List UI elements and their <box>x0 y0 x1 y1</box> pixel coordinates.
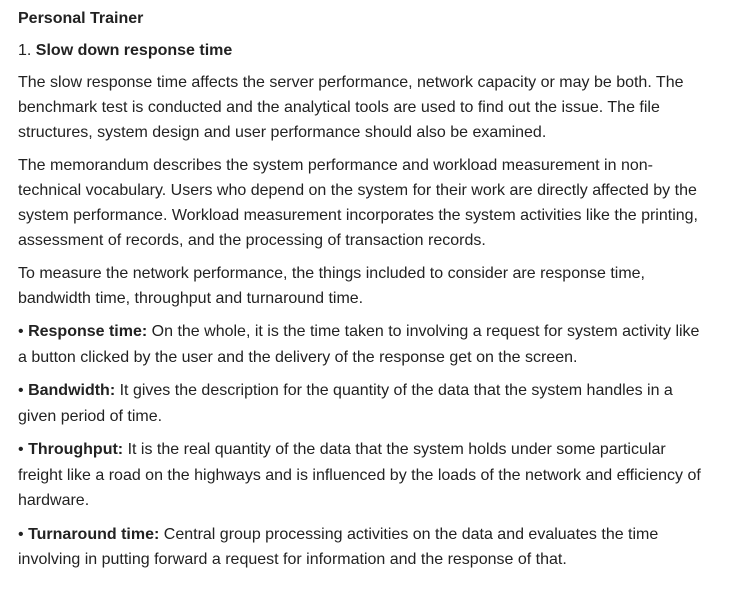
bullet-bandwidth <box>18 378 705 429</box>
bullet-marker: • <box>18 323 24 340</box>
section-heading <box>18 40 705 62</box>
paragraph-intro: The slow response time affects the server performance, network capacity or may be both. The benchmark test is conducted and the analytical tools are used to find out the issue. The file structures, system design and user performance should also be examined. <box>18 74 684 141</box>
bullet-text: It gives the description for the quantity of the data that the system handles in a given period of time. <box>18 382 673 425</box>
section-number: 1. <box>18 42 32 59</box>
bullet-text: It is the real quantity of the data that the system holds under some particular freight like a road on the highways and is influenced by the loads of the network and efficiency of hardware. <box>18 441 701 509</box>
bullet-marker: • <box>18 525 24 543</box>
bullet-marker: • <box>18 382 24 399</box>
bullet-turnaround-time <box>18 522 705 573</box>
bullet-term: Throughput: <box>28 441 124 458</box>
paragraph-network-performance: To measure the network performance, the things included to consider are response time, bandwidth time, throughput and turnaround time. <box>18 265 645 307</box>
bullet-text: On the whole, it is the time taken to involving a request for system activity like a button clicked by the user and the delivery of the response get on the screen. <box>18 323 700 366</box>
bullet-marker: • <box>18 441 24 458</box>
bullet-response-time <box>18 319 705 370</box>
bullet-term: Bandwidth: <box>28 382 116 399</box>
document-title: Personal Trainer <box>18 10 144 27</box>
bullet-text: Central group processing activities on the data and evaluates the time involving in putting forward a request for information and the response of that. <box>18 525 659 568</box>
paragraph-memorandum: The memorandum describes the system performance and workload measurement in non-technical vocabulary. Users who depend on the system for their work are directly affected by the system performance. Workload measurement incorporates the system activities like the printing, assessment of records, and the processing of transaction records. <box>18 157 698 249</box>
section-heading-text: Slow down response time <box>35 42 233 59</box>
bullet-term: Response time: <box>28 323 148 340</box>
bullet-throughput <box>18 437 705 514</box>
bullet-term: Turnaround time: <box>28 525 160 543</box>
